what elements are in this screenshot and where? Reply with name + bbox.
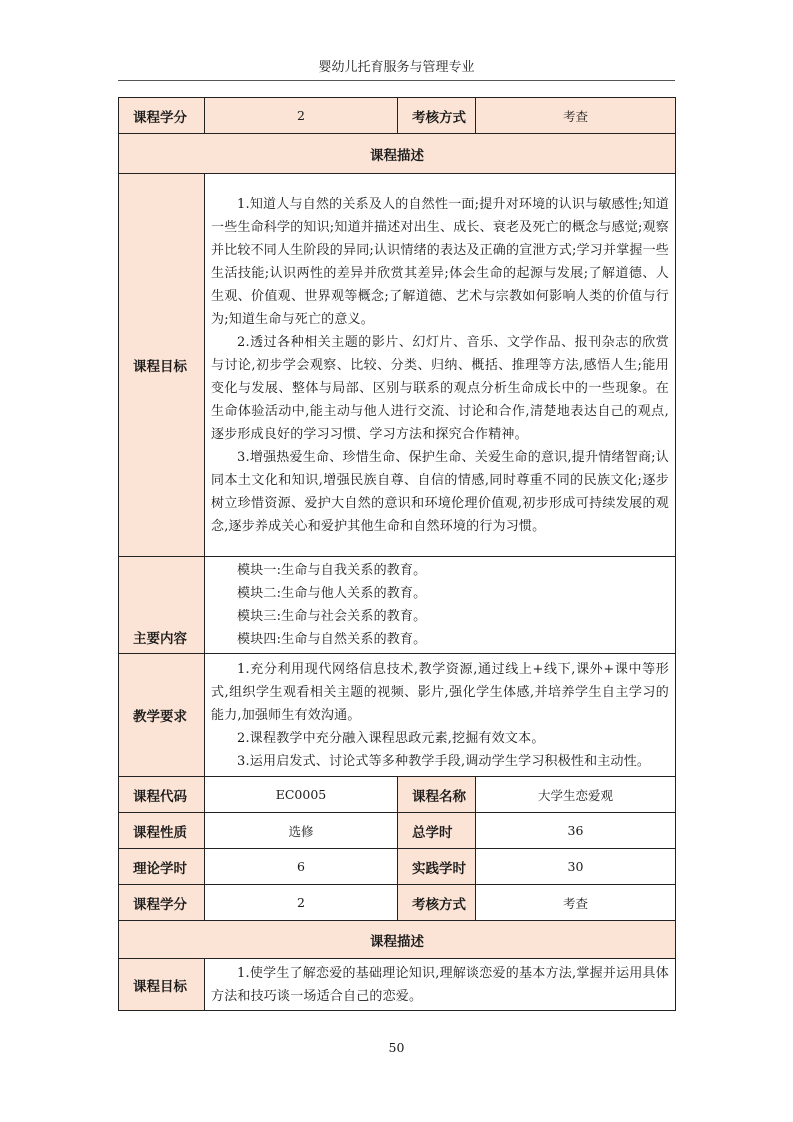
goals-text xyxy=(205,174,676,557)
name-label: 课程名称 xyxy=(398,777,476,813)
nature-value: 选修 xyxy=(205,813,398,849)
requirement-paragraph: 1.充分利用现代网络信息技术,教学资源,通过线上+线下,课外+课中等形式,组织学生观看相关主题的视频、影片,强化学生体感,并培养学生自主学习的能力,加强师生有效沟通。 xyxy=(211,661,669,723)
requirement-paragraph: 2.课程教学中充分融入课程思政元素,挖掘有效文本。 xyxy=(237,730,545,746)
goal-paragraph: 2.透过各种相关主题的影片、幻灯片、音乐、文学作品、报刊杂志的欣赏与讨论,初步学会观察、比较、分类、归纳、概括、推理等方法,感悟人生;能用变化与发展、整体与局部、区别与联系的观点分析生命成长中的一些现象。在生命体验活动中,能主动与他人进行交流、讨论和合作,清楚地表达自己的观点,逐步形成良好的学习习惯、学习方法和探究合作精神。 xyxy=(211,334,669,442)
main-content-text xyxy=(205,557,676,654)
course-table xyxy=(118,97,676,1011)
module-item: 模块四:生命与自然关系的教育。 xyxy=(237,632,427,647)
goal-paragraph: 1.知道人与自然的关系及人的自然性一面;提升对环境的认识与敏感性;知道一些生命科学的知识;知道并描述对出生、成长、衰老及死亡的概念与感觉;观察并比较不同人生阶段的异同;认识情绪的表达及正确的宣泄方式;学习并掌握一些生活技能;认识两性的差异并欣赏其差异;体会生命的起源与发展;了解道德、人生观、价值观、世界观等概念;了解道德、艺术与宗教如何影响人类的价值与行为;知道生命与死亡的意义。 xyxy=(211,196,669,327)
description-heading: 课程描述 xyxy=(119,921,676,959)
credits-label: 课程学分 xyxy=(119,98,205,134)
goals-label: 课程目标 xyxy=(119,959,205,1011)
goal-paragraph: 3.增强热爱生命、珍惜生命、保护生命、关爱生命的意识,提升情绪智商;认同本土文化和知识,增强民族自尊、自信的情感,同时尊重不同的民族文化;逐步树立珍惜资源、爱护大自然的意识和环境伦理价值观,初步形成可持续发展的观念,逐步养成关心和爱护其他生命和自然环境的行为习惯。 xyxy=(211,449,669,534)
requirement-paragraph: 3.运用启发式、讨论式等多种教学手段,调动学生学习积极性和主动性。 xyxy=(237,753,651,769)
name-value: 大学生恋爱观 xyxy=(476,777,676,813)
teaching-req-label: 教学要求 xyxy=(119,654,205,777)
exam-method-label: 考核方式 xyxy=(398,98,476,134)
main-content-label: 主要内容 xyxy=(119,557,205,654)
credits-value: 2 xyxy=(205,98,398,134)
nature-label: 课程性质 xyxy=(119,813,205,849)
description-heading: 课程描述 xyxy=(119,134,676,174)
header-rule xyxy=(118,80,675,81)
code-value: EC0005 xyxy=(205,777,398,813)
credits-label: 课程学分 xyxy=(119,885,205,921)
exam-method-value: 考查 xyxy=(476,98,676,134)
code-label: 课程代码 xyxy=(119,777,205,813)
teaching-req-text xyxy=(205,654,676,777)
page-number: 50 xyxy=(388,1040,405,1055)
module-item: 模块三:生命与社会关系的教育。 xyxy=(237,609,427,624)
credits-value: 2 xyxy=(205,885,398,921)
practice-hours-value: 30 xyxy=(476,849,676,885)
practice-hours-label: 实践学时 xyxy=(398,849,476,885)
page-header: 婴幼儿托育服务与管理专业 xyxy=(318,60,475,75)
theory-hours-label: 理论学时 xyxy=(119,849,205,885)
module-item: 模块一:生命与自我关系的教育。 xyxy=(237,563,427,578)
exam-method-value: 考查 xyxy=(476,885,676,921)
total-hours-value: 36 xyxy=(476,813,676,849)
theory-hours-value: 6 xyxy=(205,849,398,885)
goals-text xyxy=(205,959,676,1011)
total-hours-label: 总学时 xyxy=(398,813,476,849)
module-item: 模块二:生命与他人关系的教育。 xyxy=(237,586,427,601)
goals-label: 课程目标 xyxy=(119,174,205,557)
goal-paragraph: 1.使学生了解恋爱的基础理论知识,理解谈恋爱的基本方法,掌握并运用具体方法和技巧谈一场适合自己的恋爱。 xyxy=(211,965,669,1004)
exam-method-label: 考核方式 xyxy=(398,885,476,921)
